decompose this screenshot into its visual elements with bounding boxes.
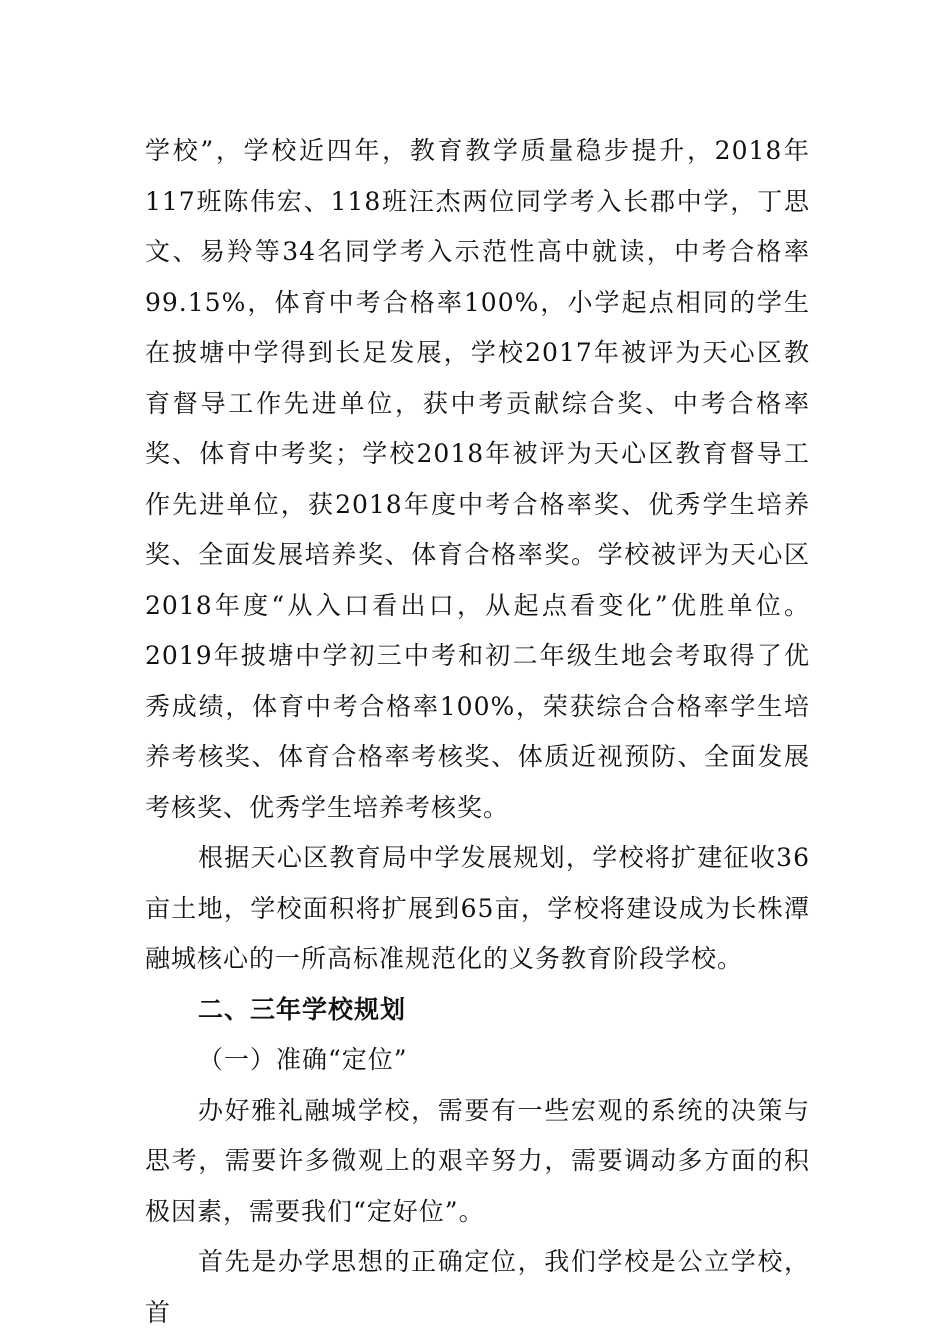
section-heading: 二、三年学校规划 bbox=[198, 994, 407, 1024]
paragraph-expansion-plan: 根据天心区教育局中学发展规划，学校将扩建征收36亩土地，学校面积将扩展到65亩，学校将建设成为长株潭融城核心的一所高标准规范化的义务教育阶段学校。 bbox=[145, 843, 810, 973]
paragraph-positioning: 办好雅礼融城学校，需要有一些宏观的系统的决策与思考，需要许多微观上的艰辛努力，需要调动多方面的积极因素，需要我们“定好位”。 bbox=[145, 1095, 810, 1226]
subsection-heading: （一）准确“定位” bbox=[198, 1045, 408, 1074]
paragraph-achievements: 学校”，学校近四年，教育教学质量稳步提升，2018年117班陈伟宏、118班汪杰两位同学考入长郡中学，丁思文、易羚等34名同学考入示范性高中就读，中考合格率99.15%，体育中考合格率100%，小学起点相同的学生在披塘中学得到长足发展，学校2017年被评为天心区教育督导工作先进单位，获中考贡献综合奖、中考合格率奖、体育中考奖；学校2018年被评为天心区教育督导工作先进单位，获2018年度中考合格率奖、优秀学生培养奖、全面发展培养奖、体育合格率奖。学校被评为天心区2018年度“从入口看出口，从起点看变化”优胜单位。2019年披塘中学初三中考和初二年级生地会考取得了优秀成绩，体育中考合格率100%，荣获综合合格率学生培养考核奖、体育合格率考核奖、体质近视预防、全面发展考核奖、优秀学生培养考核奖。 bbox=[145, 136, 810, 822]
body-text bbox=[145, 126, 810, 1338]
paragraph-school-philosophy: 首先是办学思想的正确定位，我们学校是公立学校，首 bbox=[145, 1247, 810, 1327]
